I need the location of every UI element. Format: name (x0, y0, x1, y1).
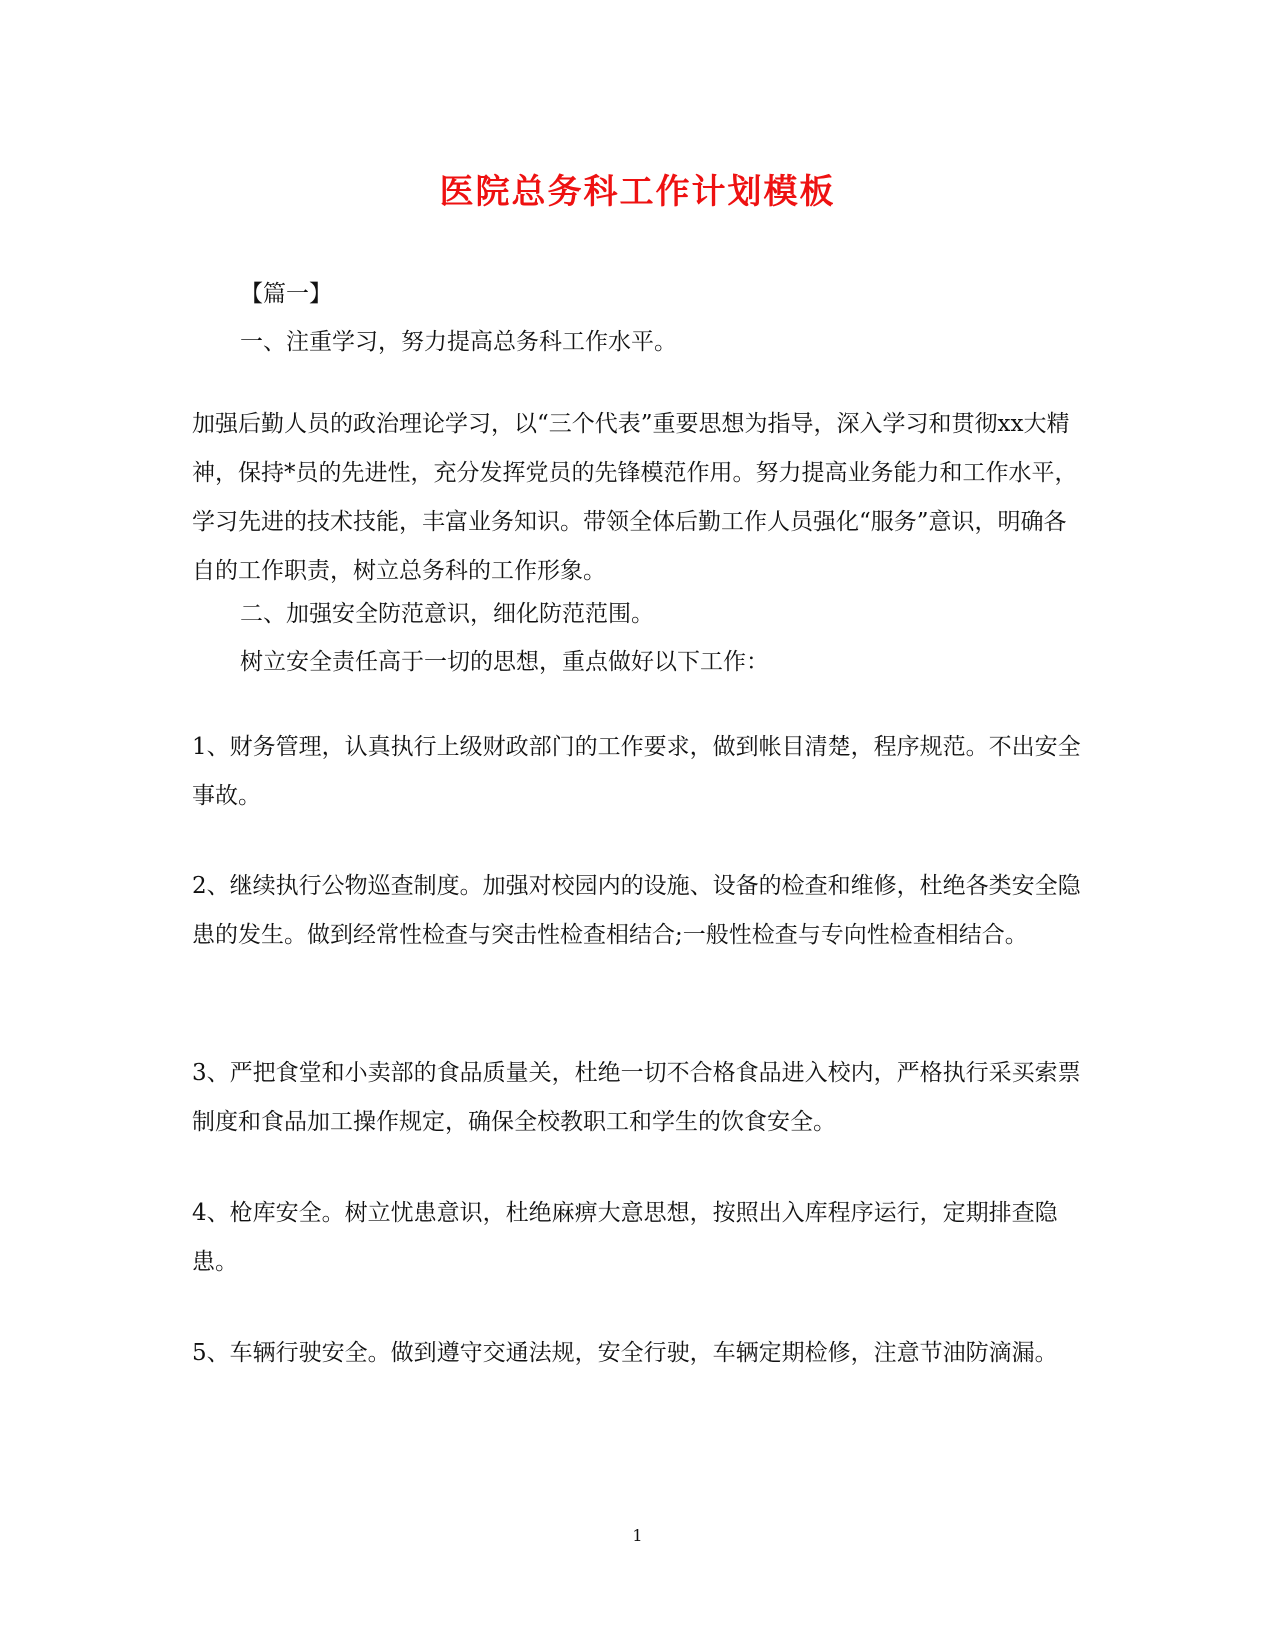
paragraph-1: 加强后勤人员的政治理论学习，以“三个代表”重要思想为指导，深入学习和贯彻xx大精神，保持*员的先进性，充分发挥党员的先锋模范作用。努力提高业务能力和工作水平，学习先进的技术技能，丰富业务知识。带领全体后勤工作人员强化“服务”意识，明确各自的工作职责，树立总务科的工作形象。 (192, 411, 1078, 584)
list-item-5: 5、车辆行驶安全。做到遵守交通法规，安全行驶，车辆定期检修，注意节油防滴漏。 (192, 1340, 1058, 1366)
page-number: 1 (632, 1526, 643, 1545)
list-item-2: 2、继续执行公物巡查制度。加强对校园内的设施、设备的检查和维修，杜绝各类安全隐患的发生。做到经常性检查与突击性检查相结合;一般性检查与专向性检查相结合。 (192, 873, 1081, 948)
intro-2: 树立安全责任高于一切的思想，重点做好以下工作： (240, 649, 769, 675)
document-title: 医院总务科工作计划模板 (439, 172, 836, 212)
heading-1: 一、注重学习，努力提高总务科工作水平。 (240, 329, 677, 355)
list-item-4: 4、枪库安全。树立忧患意识，杜绝麻痹大意思想，按照出入库程序运行，定期排查隐患。 (192, 1200, 1058, 1275)
section-marker: 【篇一】 (240, 281, 332, 307)
list-item-1: 1、财务管理，认真执行上级财政部门的工作要求，做到帐目清楚，程序规范。不出安全事故。 (192, 734, 1081, 809)
list-item-3: 3、严把食堂和小卖部的食品质量关，杜绝一切不合格食品进入校内，严格执行采买索票制度和食品加工操作规定，确保全校教职工和学生的饮食安全。 (192, 1060, 1081, 1135)
heading-2: 二、加强安全防范意识，细化防范范围。 (240, 601, 654, 627)
